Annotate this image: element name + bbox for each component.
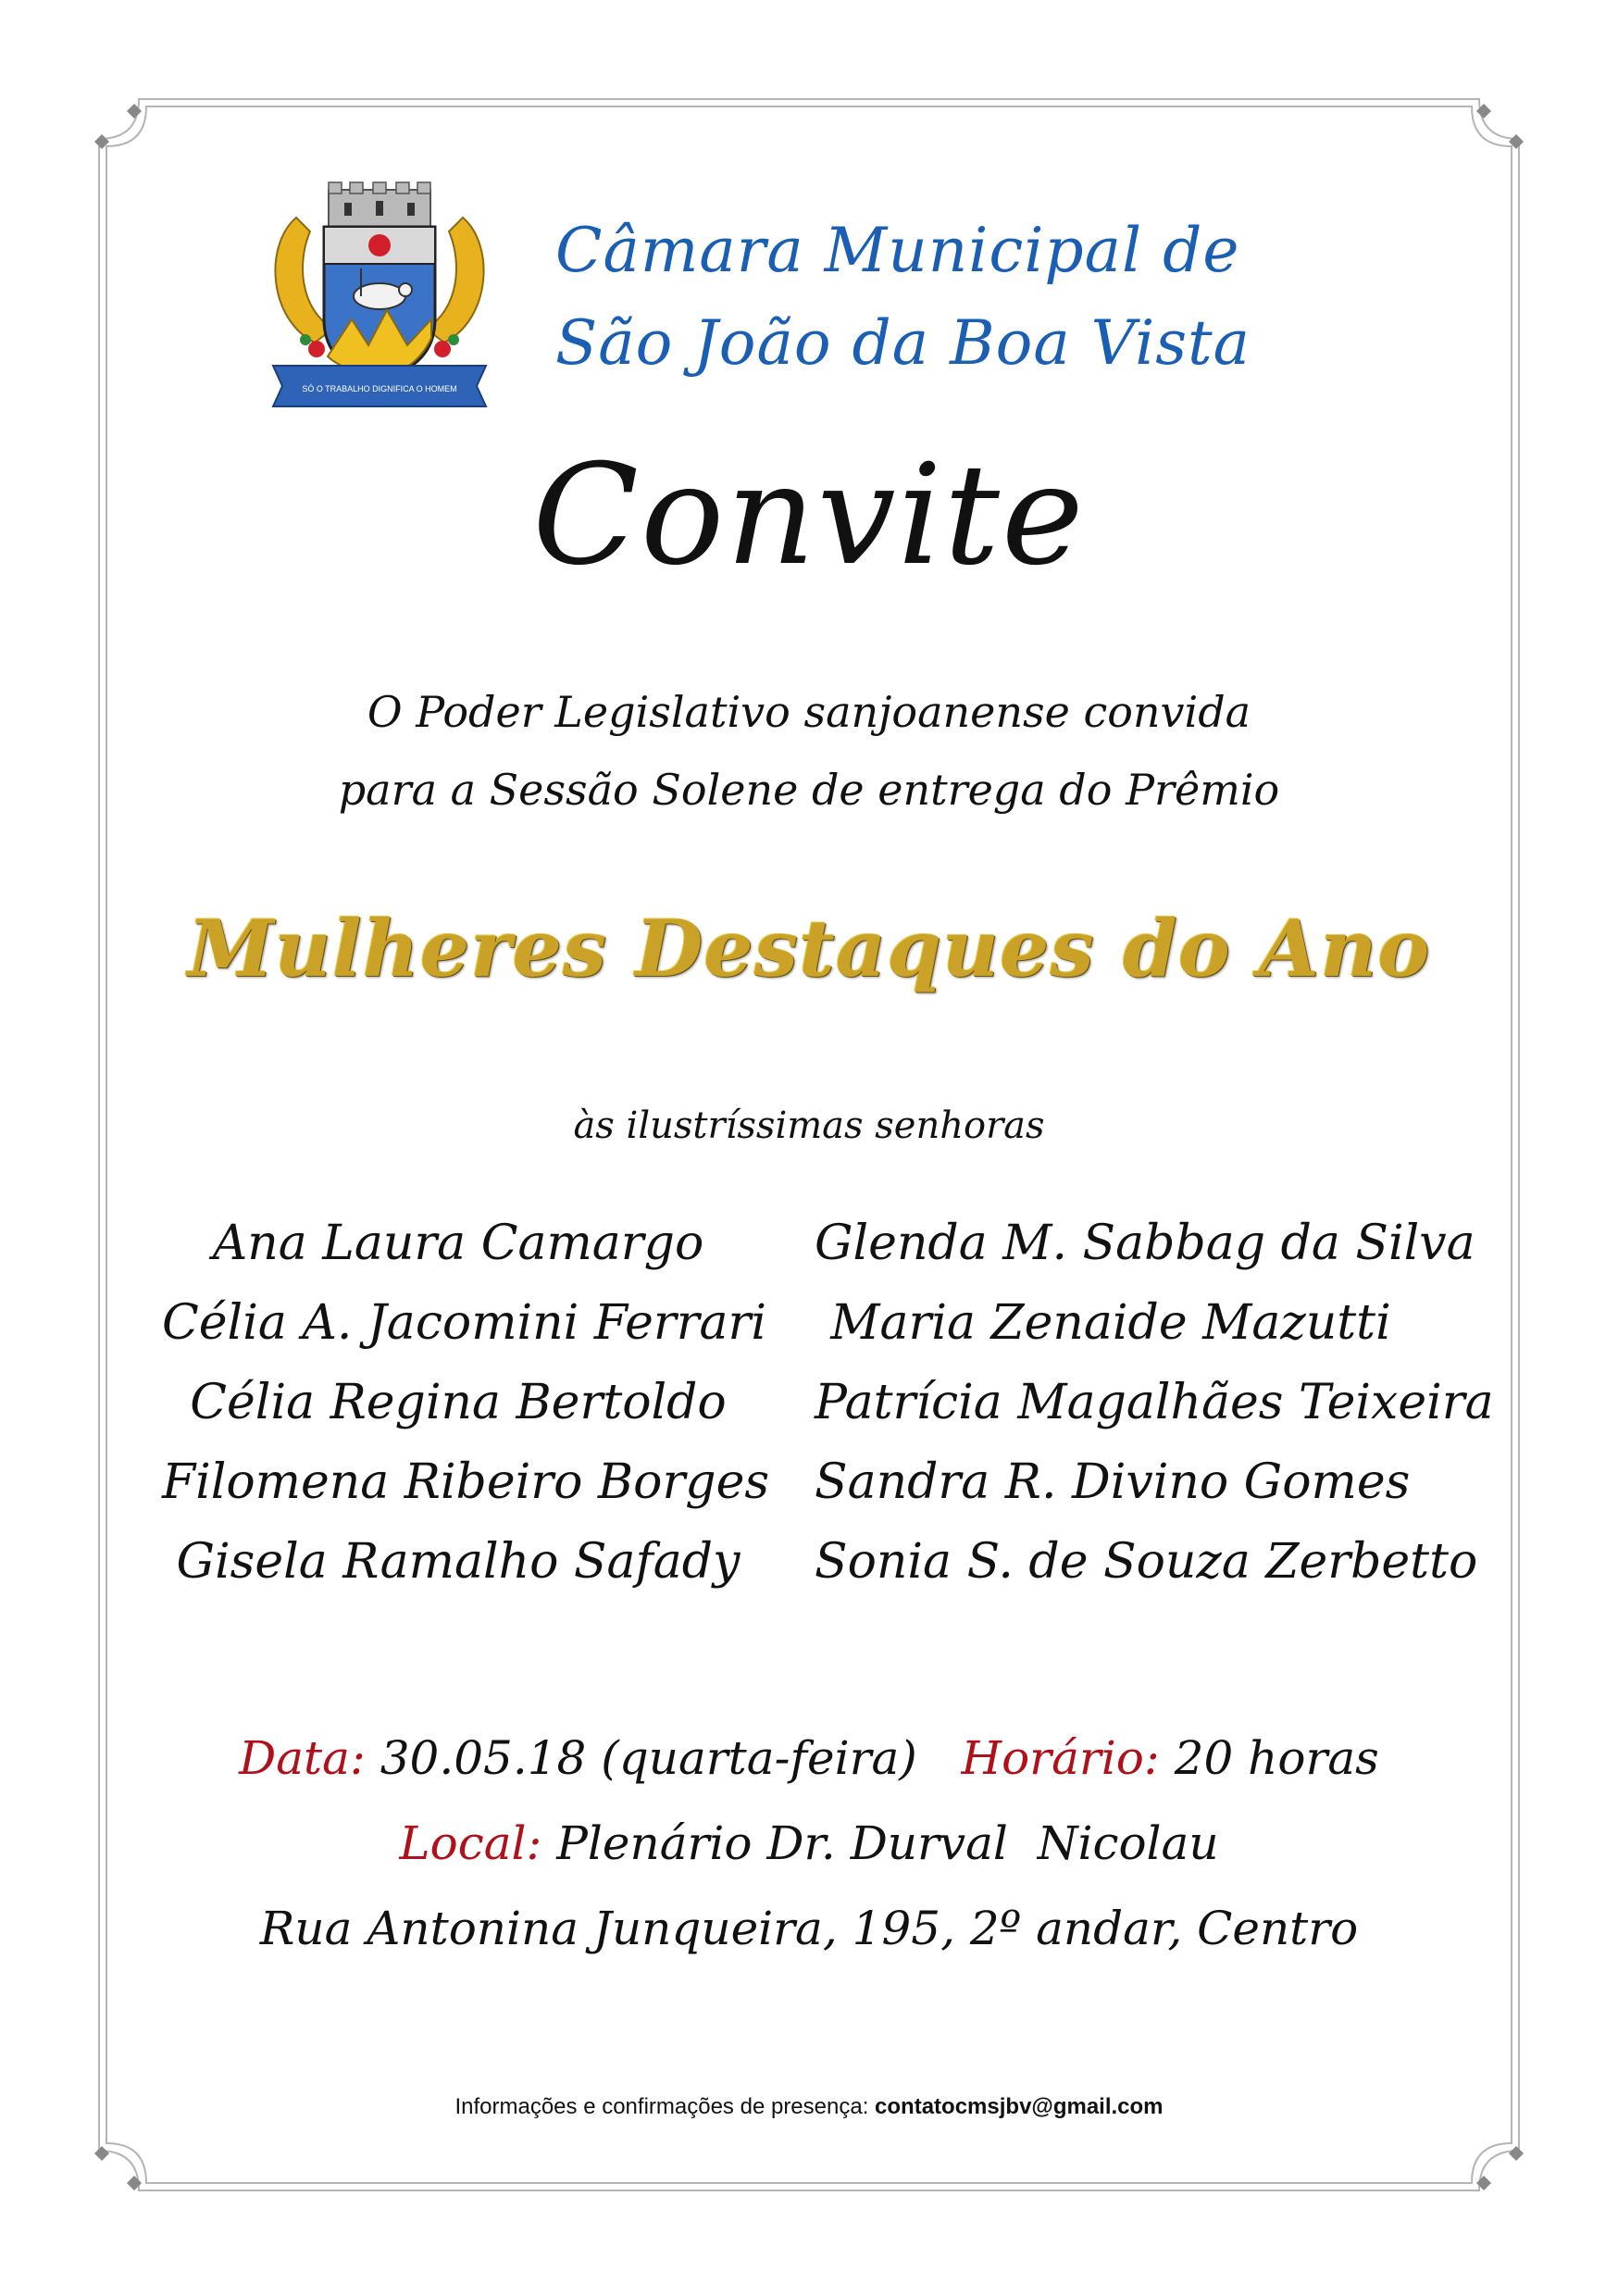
honoree-name: Gisela Ramalho Safady [176, 1534, 741, 1590]
honorees-right-column [815, 1204, 1494, 1602]
contact-email-link[interactable]: contatocmsjbv@gmail.com [875, 2094, 1164, 2119]
honoree-name: Ana Laura Camargo [212, 1216, 704, 1271]
event-address: Rua Antonina Junqueira, 195, 2º andar, Centro [259, 1902, 1359, 1955]
time-value: 20 horas [1174, 1731, 1379, 1785]
honoree-name: Célia Regina Bertoldo [190, 1375, 727, 1430]
honorees-left-column [162, 1204, 770, 1602]
event-place [0, 1816, 1618, 1870]
honoree-name: Maria Zenaide Mazutti [830, 1295, 1391, 1351]
footer-contact [0, 2094, 1618, 2120]
intro-line2: para a Sessão Solene de entrega do Prêmio [338, 765, 1280, 815]
institution-name-line1: Câmara Municipal de [555, 215, 1240, 286]
intro-line1: O Poder Legislativo sanjoanense convida [367, 687, 1251, 737]
footer-text: Informações e confirmações de presença: [454, 2094, 869, 2119]
award-name: Mulheres Destaques do Ano [187, 903, 1431, 994]
addressee-line: às ilustríssimas senhoras [573, 1104, 1045, 1147]
honoree-name: Célia A. Jacomini Ferrari [162, 1295, 767, 1351]
crest-motto: SÓ O TRABALHO DIGNIFICA O HOMEM [302, 384, 457, 393]
honoree-name: Filomena Ribeiro Borges [162, 1454, 770, 1510]
honoree-name: Sonia S. de Souza Zerbetto [815, 1534, 1478, 1590]
place-label: Local: [399, 1816, 542, 1870]
honoree-name: Glenda M. Sabbag da Silva [815, 1216, 1475, 1271]
place-value: Plenário Dr. Durval Nicolau [556, 1816, 1219, 1870]
institution-name-line2: São João da Boa Vista [555, 307, 1251, 379]
coat-of-arms-logo [259, 181, 500, 407]
date-value: 30.05.18 (quarta-feira) [380, 1731, 917, 1785]
honoree-name: Sandra R. Divino Gomes [815, 1454, 1411, 1510]
page-title: Convite [532, 435, 1086, 596]
time-label: Horário: [961, 1731, 1160, 1785]
event-date-time [0, 1731, 1618, 1785]
date-label: Data: [239, 1731, 366, 1785]
honoree-name: Patrícia Magalhães Teixeira [815, 1375, 1494, 1430]
